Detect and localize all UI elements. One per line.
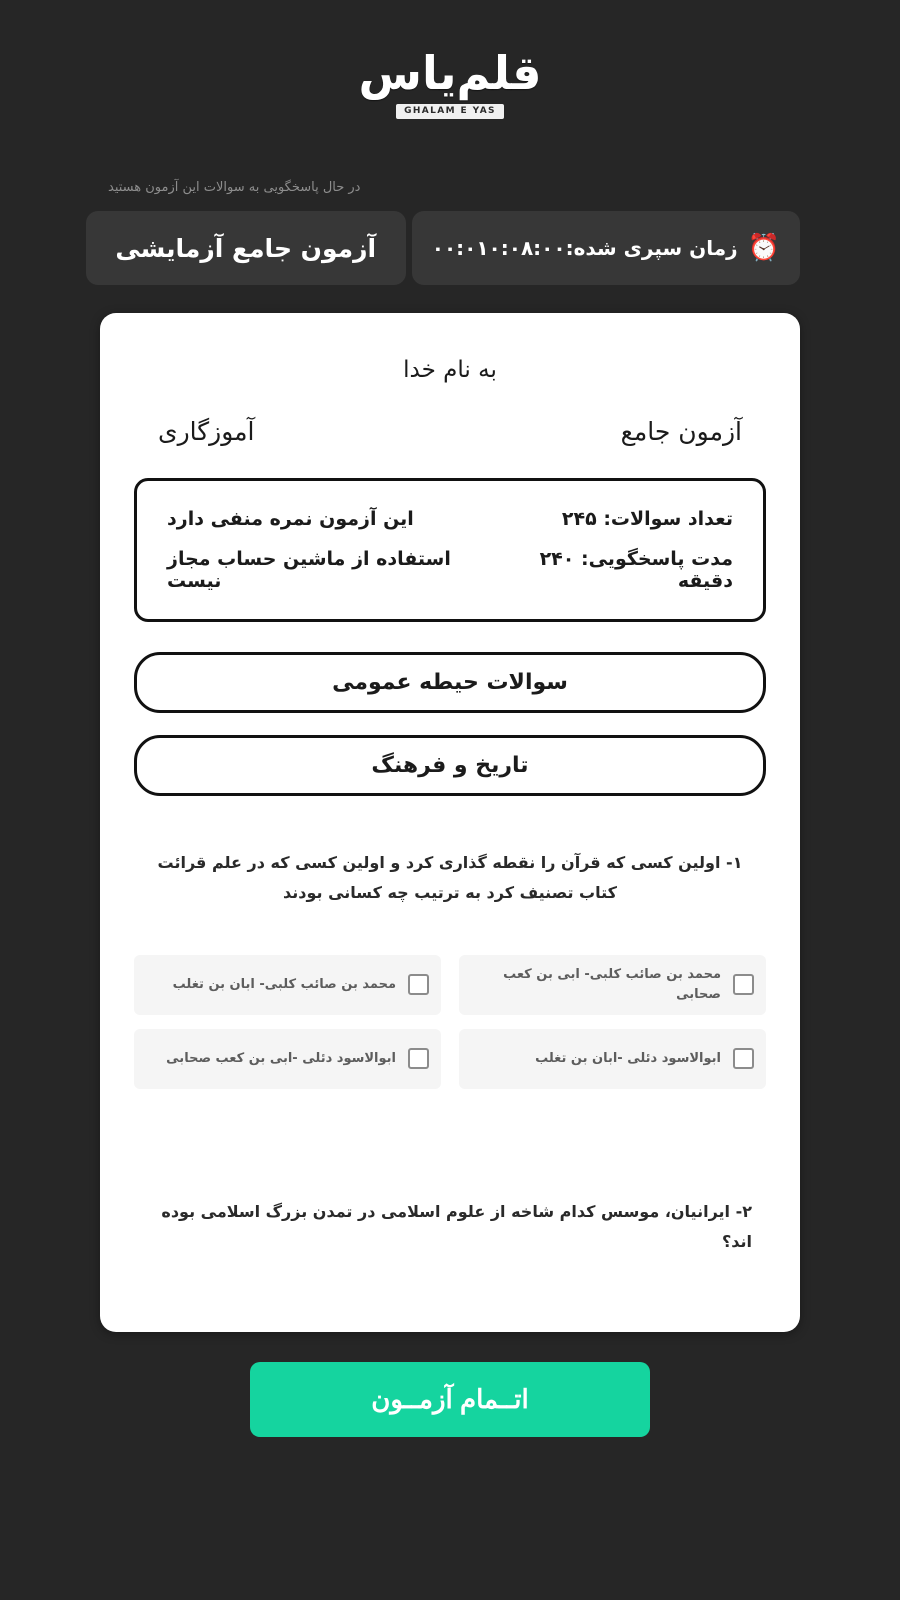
exam-title-chip: آزمون جامع آزمایشی — [86, 211, 406, 285]
exam-status-text: در حال پاسخگویی به سوالات این آزمون هستید — [108, 180, 361, 195]
checkbox-icon[interactable] — [408, 974, 429, 995]
checkbox-icon[interactable] — [733, 1048, 754, 1069]
exam-name-right: آزمون جامع — [620, 417, 742, 446]
option-label: محمد بن صائب کلبی- ابان بن تغلب — [172, 977, 396, 993]
info-row — [161, 539, 739, 601]
brand-logo — [358, 34, 542, 134]
exam-header-chips — [100, 211, 800, 285]
exam-info-box — [134, 478, 766, 622]
question-text-1: ۱- اولین کسی که قرآن را نقطه گذاری کرد و اولین کسی که در علم قرائت کتاب تصنیف کرد به ترتیب چه کسانی بودند — [157, 853, 743, 903]
exam-paper-card — [100, 313, 800, 1332]
options-grid-1 — [134, 955, 766, 1089]
option-label: ابوالاسود دئلی -ابی بن کعب صحابی — [166, 1051, 396, 1067]
option-item[interactable] — [134, 1029, 441, 1089]
finish-exam-button[interactable]: اتــمام آزمــون — [250, 1362, 650, 1437]
duration-label: مدت پاسخگویی: ۲۴۰ دقیقه — [539, 548, 733, 592]
option-item[interactable] — [134, 955, 441, 1015]
section-bar-general: سوالات حیطه عمومی — [134, 652, 766, 713]
section-bar-history-culture: تاریخ و فرهنگ — [134, 735, 766, 796]
question-block-2 — [134, 1197, 766, 1258]
question-text-2: ۲- ایرانیان، موسس کدام شاخه از علوم اسلامی در تمدن بزرگ اسلامی بوده اند؟ — [161, 1201, 752, 1252]
info-row — [161, 499, 739, 539]
logo-calligraphy-icon: قلم‌یاس — [358, 45, 542, 100]
calculator-note: استفاده از ماشین حساب مجاز نیست — [167, 548, 451, 592]
option-item[interactable] — [459, 955, 766, 1015]
questions-count-label: تعداد سوالات: ۲۴۵ — [561, 508, 733, 530]
option-label: محمد بن صائب کلبی- ابی بن کعب صحابی — [503, 967, 721, 1002]
bismillah-heading: به نام خدا — [403, 357, 497, 383]
elapsed-timer-label: زمان سپری شده:۰۰:۰۱۰:۰۸:۰۰ — [431, 236, 738, 260]
negative-score-note: این آزمون نمره منفی دارد — [167, 508, 414, 530]
exam-name-left: آموزگاری — [158, 417, 255, 446]
exam-title-row — [134, 417, 766, 446]
alarm-clock-icon: ⏰ — [747, 233, 780, 263]
option-label: ابوالاسود دئلی -ابان بن تغلب — [535, 1051, 721, 1067]
checkbox-icon[interactable] — [733, 974, 754, 995]
checkbox-icon[interactable] — [408, 1048, 429, 1069]
question-block-1 — [134, 848, 766, 1089]
logo-subtitle: GHALAM E YAS — [396, 104, 504, 119]
option-item[interactable] — [459, 1029, 766, 1089]
elapsed-timer-chip — [412, 211, 800, 285]
